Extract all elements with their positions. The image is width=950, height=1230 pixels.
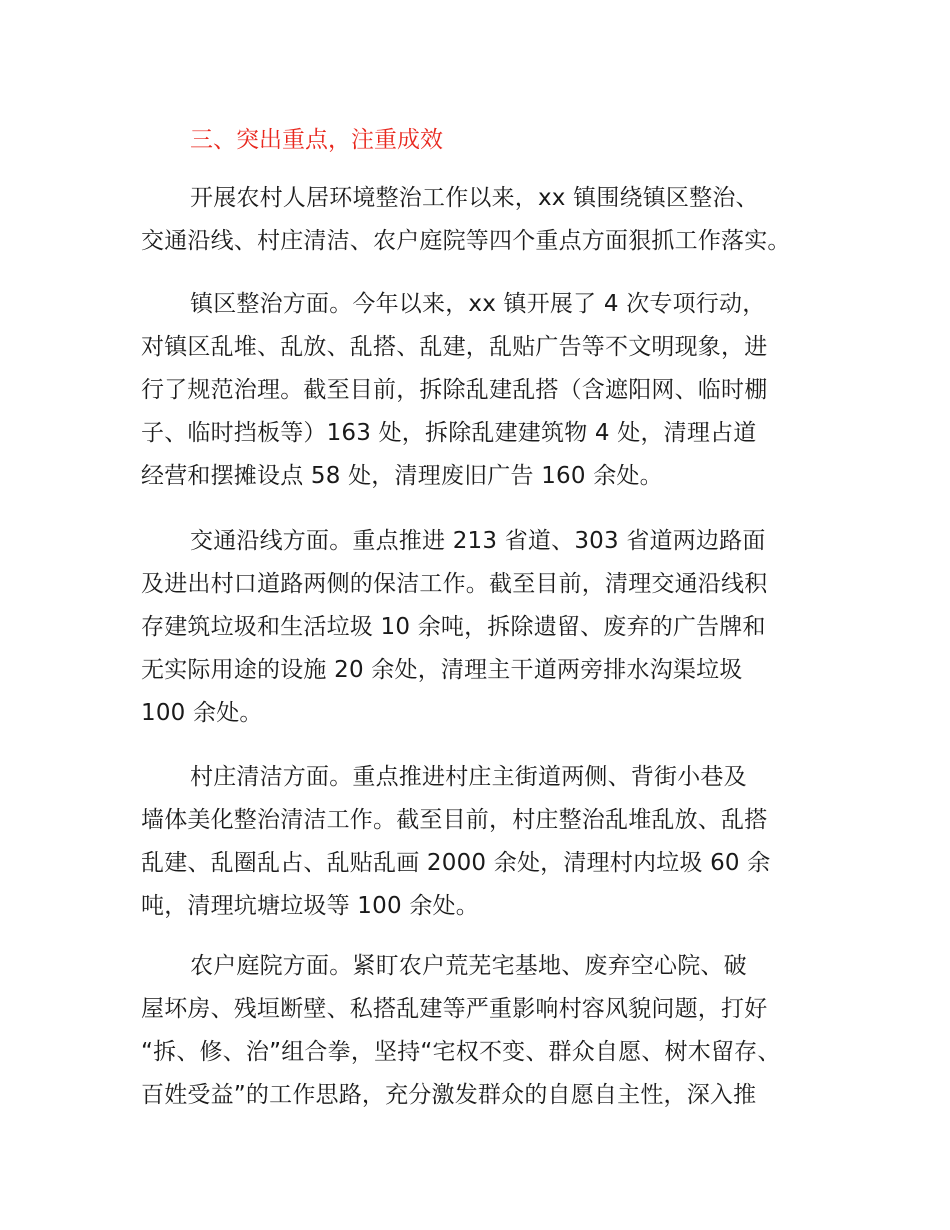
paragraph-line: 墙体美化整治清洁工作。截至目前，村庄整治乱堆乱放、乱搭 (141, 807, 768, 833)
paragraph-line: 对镇区乱堆、乱放、乱搭、乱建，乱贴广告等不文明现象，进 (141, 334, 768, 360)
paragraph-line: 村庄清洁方面。重点推进村庄主街道两侧、背街小巷及 (190, 764, 747, 790)
paragraph-farm-courtyards (141, 945, 831, 1117)
paragraph-line: 吨，清理坑塘垃圾等 100 余处。 (141, 893, 479, 919)
paragraph-line: 屋坏房、残垣断壁、私搭乱建等严重影响村容风貌问题，打好 (141, 996, 768, 1022)
paragraph-line: 无实际用途的设施 20 余处，清理主干道两旁排水沟渠垃圾 (141, 657, 743, 683)
paragraph-line: 存建筑垃圾和生活垃圾 10 余吨，拆除遗留、废弃的广告牌和 (141, 614, 766, 640)
section-heading: 三、突出重点，注重成效 (190, 127, 443, 153)
paragraph-line: 开展农村人居环境整治工作以来，xx 镇围绕镇区整治、 (190, 185, 759, 211)
paragraph-line: 镇区整治方面。今年以来，xx 镇开展了 4 次专项行动， (190, 291, 766, 317)
paragraph-line: 交通沿线方面。重点推进 213 省道、303 省道两边路面 (190, 528, 766, 554)
paragraph-line: “拆、修、治”组合拳，坚持“宅权不变、群众自愿、树木留存、 (141, 1039, 781, 1065)
paragraph-town-area (141, 283, 831, 498)
paragraph-line: 百姓受益”的工作思路，充分激发群众的自愿自主性，深入推 (141, 1082, 757, 1108)
paragraph-line: 及进出村口道路两侧的保洁工作。截至目前，清理交通沿线积 (141, 571, 768, 597)
paragraph-line: 100 余处。 (141, 700, 263, 726)
paragraph-line: 子、临时挡板等）163 处，拆除乱建建筑物 4 处，清理占道 (141, 420, 757, 446)
paragraph-traffic-routes (141, 520, 831, 735)
paragraph-line: 交通沿线、村庄清洁、农户庭院等四个重点方面狠抓工作落实。 (141, 228, 791, 254)
paragraph-line: 农户庭院方面。紧盯农户荒芜宅基地、废弃空心院、破 (190, 953, 747, 979)
paragraph-intro (141, 177, 831, 263)
paragraph-village-cleaning (141, 756, 831, 928)
paragraph-line: 经营和摆摊设点 58 处，清理废旧广告 160 余处。 (141, 463, 663, 489)
paragraph-line: 行了规范治理。截至目前，拆除乱建乱搭（含遮阳网、临时棚 (141, 377, 768, 403)
paragraph-line: 乱建、乱圈乱占、乱贴乱画 2000 余处，清理村内垃圾 60 余 (141, 850, 771, 876)
